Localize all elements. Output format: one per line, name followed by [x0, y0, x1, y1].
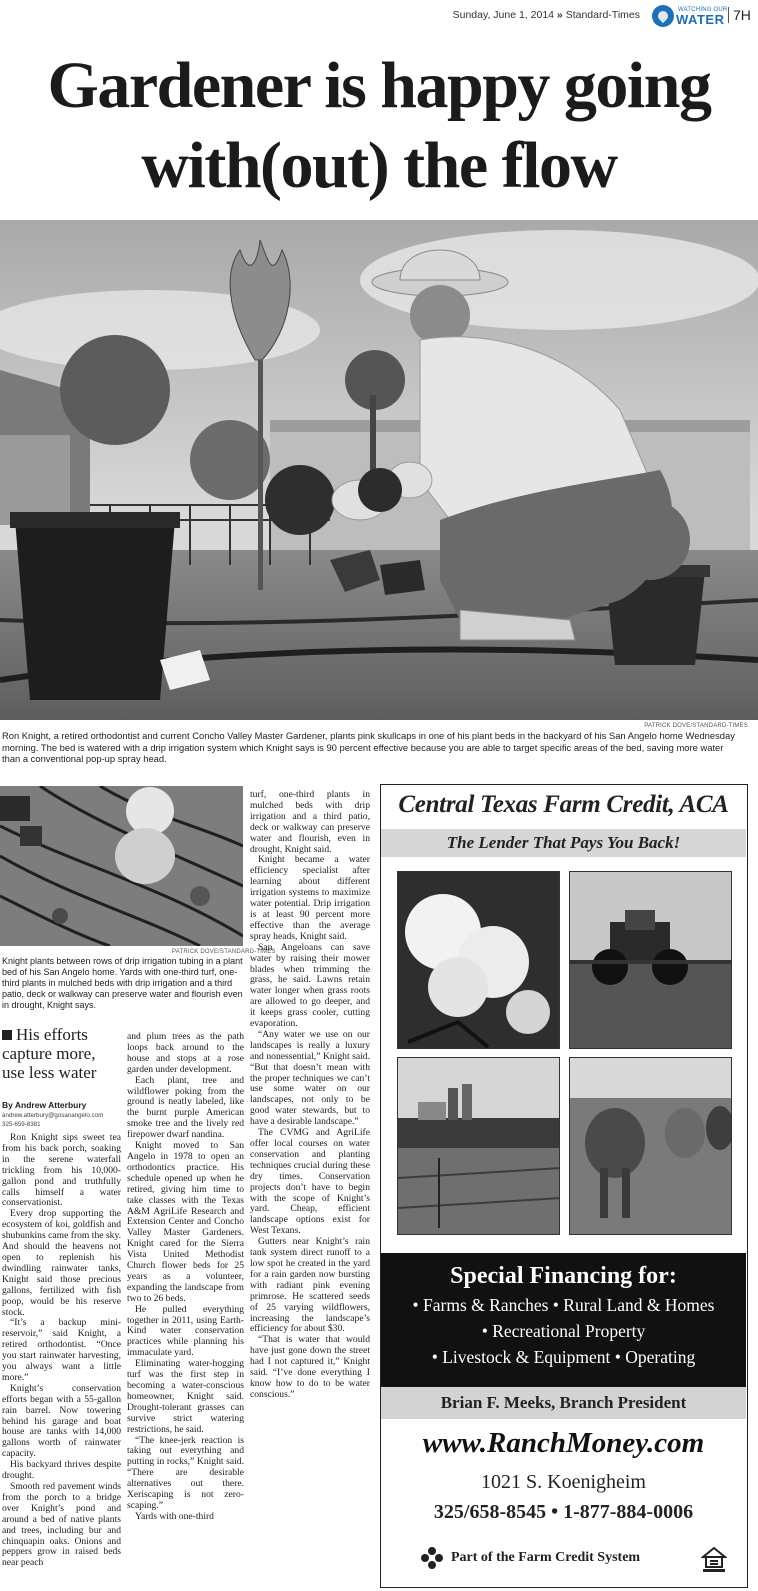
- article-paragraph: The CVMG and AgriLife offer local courses on water conservation and planting techniques crucial during these dry times. Conservation projects don’t have to begin with the scope of Knight’s yard. Cheap, efficient landscape options exist for West Texans.: [250, 1127, 370, 1237]
- water-drop-icon: [652, 5, 674, 27]
- issue-date: Sunday, June 1, 2014: [452, 9, 554, 21]
- main-photo-caption: Ron Knight, a retired orthodontist and current Concho Valley Master Gardener, plants pink skullcaps in one of his plant beds in the backyard of his San Angelo home Wednesday morning. The bed is watered with a drip irrigation system which Knight says is 90 percent effective because you are able to target specific areas of the bed, saving more water than a conventional pop-up spray head.: [2, 730, 735, 764]
- headline-line-1: Gardener is happy going: [47, 49, 711, 122]
- kicker-text: His efforts capture more, use less water: [2, 1025, 97, 1082]
- article-column-1: [2, 1133, 121, 1569]
- article-column-3: [250, 790, 370, 1401]
- article-paragraph: Ron Knight sips sweet tea from his back porch, soaking in the serene waterfall trickling from his 10,000-gallon pond and truthfully calls himself a water conservationist.: [2, 1132, 121, 1209]
- article-paragraph: San Angeloans can save water by raising their mower blades when trimming the grass, he said. Lawns retain water longer when grass roots are allowed to go deeper, and it keeps grass cooler, cutting evaporation.: [250, 941, 370, 1030]
- article-paragraph: and plum trees as the path loops back around to the house and stops at a rose garden under development.: [127, 1031, 244, 1075]
- farm-credit-advertisement[interactable]: [380, 784, 748, 1588]
- publication-name: Standard-Times: [565, 9, 640, 21]
- farm-credit-system-icon: [421, 1547, 443, 1569]
- ad-photo-farmland: [397, 1057, 560, 1235]
- author-email[interactable]: andrew.atterbury@gosanangelo.com: [2, 1112, 104, 1119]
- article-paragraph: turf, one-third plants in mulched beds with drip irrigation and a third patio, deck or walkway can preserve water and flourish, even in drought, Knight said.: [250, 789, 370, 855]
- ad-phone-numbers: 325/658-8545 • 1-877-884-0006: [433, 1501, 694, 1523]
- small-photo-credit: PATRICK DOVE/STANDARD-TIMES: [172, 949, 276, 955]
- logo-big-text: WATER: [676, 12, 725, 27]
- farm-credit-system-text: Part of the Farm Credit System: [451, 1550, 641, 1565]
- article-paragraph: Each plant, tree and wildflower poking from the ground is neatly labeled, like the burnt purple American smoke tree and the lively red firepower dwarf nandina.: [127, 1074, 244, 1141]
- ad-address: 1021 S. Koenigheim: [481, 1471, 646, 1493]
- page-header: [0, 0, 758, 34]
- article-paragraph: “It’s a backup mini-reservoir,” said Knight, a retired orthodontist. “Once you start rainwater harvesting, you always want a little more.”: [2, 1317, 121, 1383]
- gardener-planting-photo: [0, 220, 758, 720]
- article-column-2: [127, 1032, 244, 1523]
- page-number: 7H: [728, 7, 751, 23]
- headline: [0, 46, 758, 206]
- equal-housing-lender-icon: [701, 1545, 727, 1573]
- article-paragraph: Yards with one-third: [135, 1510, 214, 1522]
- ad-tagline: The Lender That Pays You Back!: [446, 833, 681, 852]
- kicker-square-icon: [2, 1030, 12, 1040]
- article-paragraph: Every drop supporting the ecosystem of koi, goldfish and shubunkins came from the sky. And should the heavens not open to replenish his dwindling rainwater tanks, Knight said those precious gallons, fertilized with fish poop, would be his reserve stock.: [2, 1208, 122, 1318]
- ad-title: Central Texas Farm Credit, ACA: [398, 791, 729, 818]
- ad-photo-cotton: [397, 871, 560, 1049]
- ad-photo-tractor: [569, 871, 732, 1049]
- article-paragraph: “That is water that would have just gone down the street had I not captured it,” Knight said. “I’ve done everything I know how to do to be water conscious.”: [250, 1334, 370, 1400]
- ad-website-link[interactable]: www.RanchMoney.com: [422, 1427, 705, 1459]
- financing-line: • Livestock & Equipment • Operating: [431, 1347, 696, 1367]
- small-photo-caption: Knight plants between rows of drip irrigation tubing in a plant bed of his San Angelo home. Yards with one-third turf, one-third plants in mulched beds with drip irrigation and a third patio, deck or walkway can preserve water and flourish even in drought, Knight says.: [2, 956, 243, 1010]
- article-paragraph: “The knee-jerk reaction is taking out everything and putting in rocks,” Knight said. “There are desirable alternatives out there. Xeriscaping is not zero-scaping.”: [127, 1434, 244, 1511]
- article-paragraph: Knight’s conservation efforts began with a 55-gallon rain barrel. Now towering behind his garage and boat house are tanks with 14,000 gallons worth of rainwater capacity.: [2, 1382, 121, 1460]
- article-paragraph: Knight moved to San Angelo in 1978 to open an orthodontics practice. His schedule opened up when he retired, giving him time to take classes with the Texas A&M AgriLife Research and Extension Center and Concho Valley Master Gardeners. Knight cared for the Sierra Vista United Methodist Church flower beds for 25 years as a volunteer, expanding the landscape from two to 26 beds.: [127, 1140, 244, 1304]
- headline-line-2: with(out) the flow: [141, 129, 617, 202]
- dateline-separator: »: [556, 9, 563, 21]
- article-paragraph: Smooth red pavement winds from the porch to a bridge over Knight’s pond and around a bed of native plants and trees, including bur and chinquapin oaks. Onions and peppers grow in raised beds near peach: [2, 1481, 121, 1569]
- article-paragraph: He pulled everything together in 2011, using Earth-Kind water conservation practices while planning his immaculate yard.: [127, 1303, 244, 1359]
- financing-line: • Farms & Ranches • Rural Land & Homes: [412, 1295, 715, 1315]
- article-paragraph: “Any water we use on our landscapes is really a luxury and nonessential,” Knight said. “But that doesn’t mean with the proper techniques we can’t use some water on our landscapes, not only to be good water stewards, but to have a desirable landscape.”: [250, 1028, 370, 1128]
- main-photo: [0, 220, 758, 720]
- story-kicker: [2, 1025, 122, 1082]
- logo-small-text: WATCHING OUR: [678, 7, 728, 13]
- financing-line: • Recreational Property: [481, 1321, 646, 1341]
- article-paragraph: Eliminating water-hogging turf was the first step in becoming a water-conscious homeowner, Knight said. Drought-tolerant grasses can survive strict watering restrictions, he said.: [127, 1358, 244, 1435]
- article-paragraph: Knight became a water efficiency specialist after learning about different irrigation systems to maximize water potential. Drip irrigation is at least 90 percent more effective than the average spray heads, Knight said.: [250, 854, 370, 942]
- byline: By Andrew Atterbury: [2, 1100, 87, 1110]
- drip-tubing-photo: [0, 786, 243, 946]
- article-paragraph: His backyard thrives despite drought.: [2, 1459, 121, 1482]
- author-phone: 325-659-8381: [2, 1121, 41, 1128]
- dateline: [453, 9, 640, 21]
- article-paragraph: Gutters near Knight’s rain tank system direct runoff to a low spot he created in the yard for a rain garden now bursting with radiant pink evening primrose. He scattered seeds of 25 varying wildflowers, increasing the landscape’s efficiency for about $30.: [250, 1236, 370, 1335]
- financing-title: Special Financing for:: [450, 1263, 677, 1289]
- branch-president: Brian F. Meeks, Branch President: [440, 1393, 687, 1412]
- main-photo-credit: PATRICK DOVE/STANDARD-TIMES: [644, 723, 748, 729]
- watching-our-water-logo: [652, 2, 726, 32]
- ad-photo-cattle: [569, 1057, 732, 1235]
- small-photo: [0, 786, 243, 946]
